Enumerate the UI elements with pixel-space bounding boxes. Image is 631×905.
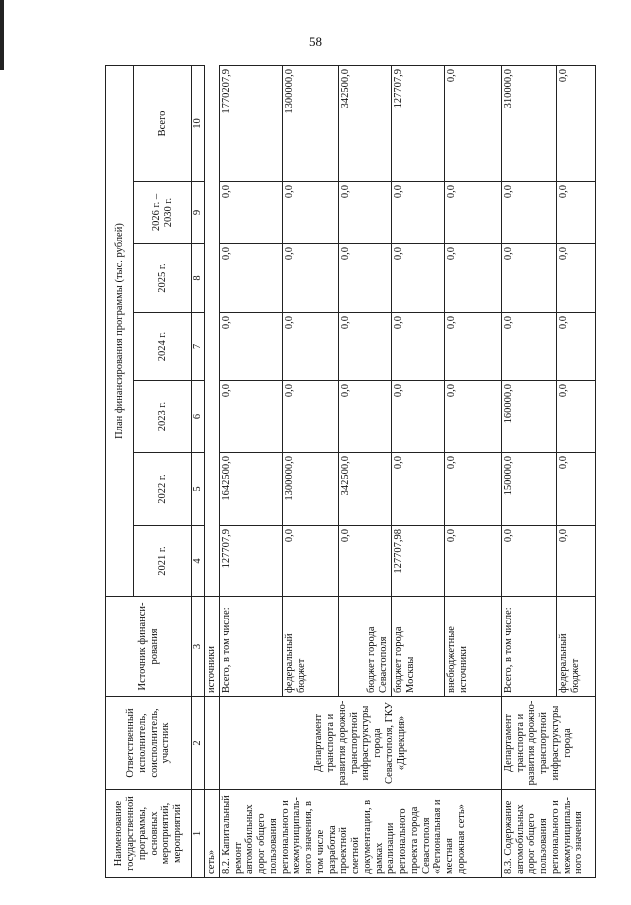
value-cell: 0,0	[444, 453, 501, 526]
header-year-2024: 2024 г.	[134, 313, 192, 381]
value-cell: 150000,0	[501, 453, 556, 526]
value-cell: 0,0	[338, 182, 391, 244]
value-cell: 160000,0	[501, 381, 556, 453]
column-number: 9	[192, 182, 205, 244]
value-cell: 0,0	[391, 381, 444, 453]
value-cell: 0,0	[391, 182, 444, 244]
header-total: Всего	[134, 66, 192, 182]
value-cell: 0,0	[556, 66, 595, 182]
value-cell: 0,0	[391, 453, 444, 526]
source-cell: Всего, в том числе:	[219, 597, 282, 697]
column-number: 6	[192, 381, 205, 453]
value-cell: 127707,98	[391, 526, 444, 597]
value-cell: 0,0	[501, 526, 556, 597]
table-row	[501, 66, 556, 878]
header-row-top	[106, 66, 134, 878]
source-cell: Всего, в том числе:	[501, 597, 556, 697]
header-year-2022: 2022 г.	[134, 453, 192, 526]
value-cell: 0,0	[219, 381, 282, 453]
column-number: 3	[192, 597, 205, 697]
value-cell: 0,0	[282, 526, 338, 597]
value-cell: 0,0	[282, 381, 338, 453]
column-number: 10	[192, 66, 205, 182]
value-cell: 127707,9	[391, 66, 444, 182]
value-cell: 310000,0	[501, 66, 556, 182]
header-name: Наименование государственной программы, основных мероприятий, мероприятий	[106, 790, 192, 878]
source-cell: бюджет города Москвы	[391, 597, 444, 697]
value-cell: 1300000,0	[282, 66, 338, 182]
value-cell: 0,0	[556, 244, 595, 313]
table-row	[219, 66, 282, 878]
value-cell: 0,0	[556, 313, 595, 381]
source-cell: федеральный бюджет	[282, 597, 338, 697]
header-plan: План финансирования программы (тыс. рублей)	[106, 66, 134, 597]
value-cell: 1300000,0	[282, 453, 338, 526]
value-cell: 0,0	[282, 182, 338, 244]
continuation-cell	[205, 526, 220, 597]
value-cell: 0,0	[444, 381, 501, 453]
continuation-cell	[205, 244, 220, 313]
header-responsible: Ответственный исполнитель, соисполнитель, участник	[106, 697, 192, 790]
value-cell: 0,0	[338, 313, 391, 381]
column-number: 5	[192, 453, 205, 526]
value-cell: 0,0	[501, 182, 556, 244]
value-cell: 1642500,0	[219, 453, 282, 526]
continuation-cell	[205, 182, 220, 244]
source-cell: федеральный бюджет	[556, 597, 595, 697]
value-cell: 0,0	[282, 244, 338, 313]
column-number: 4	[192, 526, 205, 597]
continuation-cell	[205, 453, 220, 526]
value-cell: 0,0	[556, 453, 595, 526]
header-source: Источник финанси-рования	[106, 597, 192, 697]
value-cell: 0,0	[501, 313, 556, 381]
value-cell: 342500,0	[338, 66, 391, 182]
value-cell: 0,0	[338, 381, 391, 453]
value-cell: 0,0	[338, 244, 391, 313]
value-cell: 0,0	[444, 66, 501, 182]
item-8-2-responsible: Департамент транспорта и развития дорожно-транспортной инфраструктуры города Севастополя, ГКУ «Дирекция»	[219, 697, 501, 790]
header-year-2025: 2025 г.	[134, 244, 192, 313]
value-cell: 0,0	[219, 244, 282, 313]
column-number: 8	[192, 244, 205, 313]
item-8-2-name: 8.2. Капитальный ремонт автомобильных дорог общего пользования регионального и межмуниципаль-ного значения, в том числе разработка проектной сметной документации, в рамках реализации регионального проекта города Севастополя «Региональная и местная дорожная сеть»	[219, 790, 501, 878]
continuation-source: источники	[205, 597, 220, 697]
value-cell: 0,0	[391, 244, 444, 313]
value-cell: 0,0	[391, 313, 444, 381]
value-cell: 0,0	[282, 313, 338, 381]
value-cell: 0,0	[338, 526, 391, 597]
source-cell: внебюджетные источники	[444, 597, 501, 697]
header-year-2021: 2021 г.	[134, 526, 192, 597]
continuation-row	[205, 66, 220, 878]
value-cell: 0,0	[556, 182, 595, 244]
column-number: 1	[192, 790, 205, 878]
item-8-3-name: 8.3. Содержание автомобильных дорог общего пользования регионального и межмуниципаль-ного значения	[501, 790, 595, 878]
value-cell: 0,0	[444, 313, 501, 381]
column-number-row	[192, 66, 205, 878]
source-cell: бюджет города Севастополя	[338, 597, 391, 697]
item-8-3-responsible: Департамент транспорта и развития дорожно-транспортной инфраструктуры города	[501, 697, 595, 790]
value-cell: 342500,0	[338, 453, 391, 526]
value-cell: 0,0	[444, 244, 501, 313]
rotated-table-area	[105, 66, 595, 878]
value-cell: 127707,9	[219, 526, 282, 597]
continuation-responsible	[205, 697, 220, 790]
value-cell: 0,0	[556, 526, 595, 597]
financing-table	[105, 65, 596, 878]
continuation-cell	[205, 313, 220, 381]
value-cell: 0,0	[219, 313, 282, 381]
header-year-2023: 2023 г.	[134, 381, 192, 453]
continuation-name: сеть»	[205, 790, 220, 878]
table-rotator	[105, 66, 595, 878]
continuation-cell	[205, 66, 220, 182]
value-cell: 0,0	[219, 182, 282, 244]
value-cell: 0,0	[444, 182, 501, 244]
value-cell: 1770207,9	[219, 66, 282, 182]
header-year-2026-2030: 2026 г. – 2030 г.	[134, 182, 192, 244]
column-number: 2	[192, 697, 205, 790]
value-cell: 0,0	[444, 526, 501, 597]
column-number: 7	[192, 313, 205, 381]
continuation-cell	[205, 381, 220, 453]
page-number: 58	[309, 34, 322, 49]
value-cell: 0,0	[501, 244, 556, 313]
value-cell: 0,0	[556, 381, 595, 453]
